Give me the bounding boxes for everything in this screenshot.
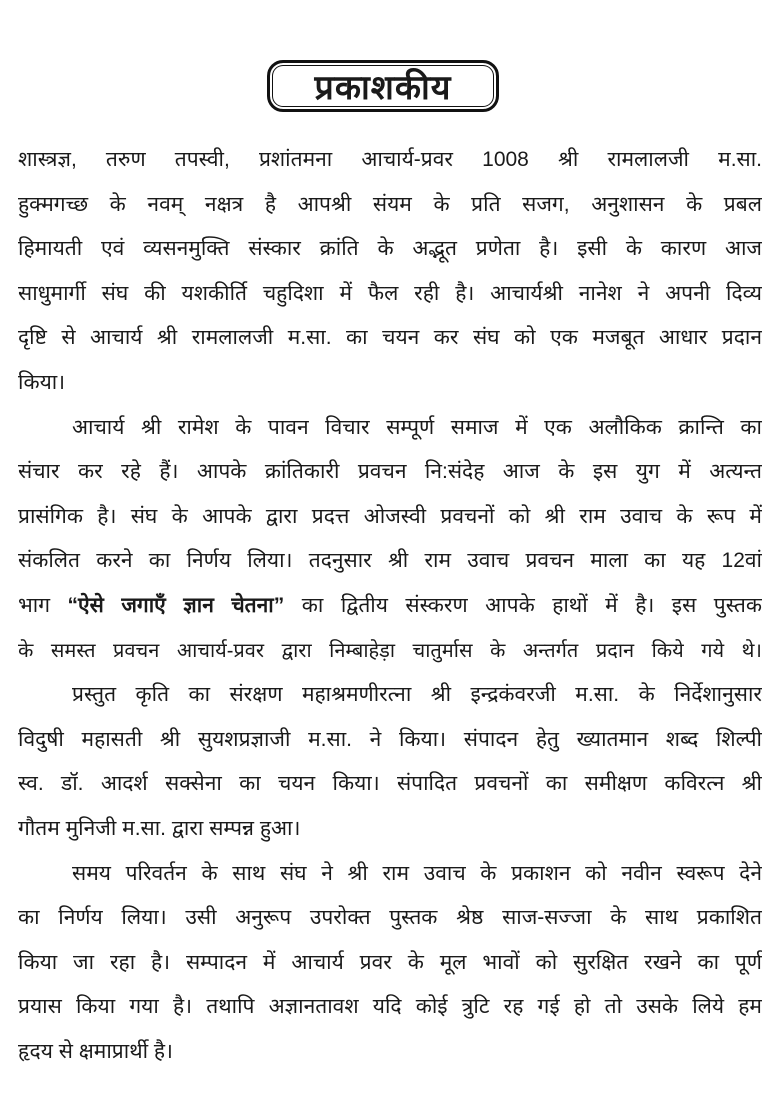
paragraph-1 <box>18 138 762 406</box>
text-line: दृष्टि से आचार्य श्री रामलालजी म.सा. का चयन कर संघ को एक मजबूत आधार प्रदान <box>18 326 762 350</box>
text-line: स्व. डॉ. आदर्श सक्सेना का चयन किया। संपादित प्रवचनों का समीक्षण कविरत्न श्री <box>18 772 762 796</box>
text-line: हुक्मगच्छ के नवम् नक्षत्र है आपश्री संयम के प्रति सजग, अनुशासन के प्रबल <box>18 192 762 216</box>
page-title-box <box>267 60 499 112</box>
text-line: विदुषी महासती श्री सुयशप्रज्ञाजी म.सा. ने किया। संपादन हेतु ख्यातमान शब्द शिल्पी <box>18 727 762 751</box>
document-body <box>18 138 762 1074</box>
text-line <box>18 584 762 629</box>
paragraph-3 <box>18 673 762 851</box>
text-line: संकलित करने का निर्णय लिया। तदनुसार श्री राम उवाच प्रवचन माला का यह 12वां <box>18 549 762 573</box>
text-line: प्रासंगिक है। संघ के आपके द्वारा प्रदत्त ओजस्वी प्रवचनों को श्री राम उवाच के रूप में <box>18 504 762 528</box>
text-line: किया। <box>18 370 66 394</box>
text-line: साधुमार्गी संघ की यशकीर्ति चहुदिशा में फैल रही है। आचार्यश्री नानेश ने अपनी दिव्य <box>18 281 762 305</box>
text-line: प्रस्तुत कृति का संरक्षण महाश्रमणीरत्ना श्री इन्द्रकंवरजी म.सा. के निर्देशानुसार <box>72 683 762 707</box>
text-line: संचार कर रहे हैं। आपके क्रांतिकारी प्रवचन नि:संदेह आज के इस युग में अत्यन्त <box>18 460 762 484</box>
paragraph-2 <box>18 406 762 674</box>
text-line: हिमायती एवं व्यसनमुक्ति संस्कार क्रांति के अद्भूत प्रणेता है। इसी के कारण आज <box>18 237 762 261</box>
book-title: “ऐसे जगाएँ ज्ञान चेतना” <box>67 593 285 617</box>
text-line: समय परिवर्तन के साथ संघ ने श्री राम उवाच के प्रकाशन को नवीन स्वरूप देने <box>72 861 762 885</box>
text-line: गौतम मुनिजी म.सा. द्वारा सम्पन्न हुआ। <box>18 816 301 840</box>
text-line: का निर्णय लिया। उसी अनुरूप उपरोक्त पुस्तक श्रेष्ठ साज-सज्जा के साथ प्रकाशित <box>18 906 762 930</box>
text-line: प्रयास किया गया है। तथापि अज्ञानतावश यदि कोई त्रुटि रह गई हो तो उसके लिये हम <box>18 995 762 1019</box>
page-title: प्रकाशकीय <box>314 69 452 107</box>
text-line: शास्त्रज्ञ, तरुण तपस्वी, प्रशांतमना आचार्य-प्रवर 1008 श्री रामलालजी म.सा. <box>18 148 762 171</box>
text-line: हृदय से क्षमाप्रार्थी है। <box>18 1039 173 1063</box>
text-segment: का द्वितीय संस्करण आपके हाथों में है। इस पुस्तक <box>284 593 762 617</box>
paragraph-4 <box>18 852 762 1075</box>
text-line: किया जा रहा है। सम्पादन में आचार्य प्रवर के मूल भावों को सुरक्षित रखने का पूर्ण <box>18 950 762 974</box>
text-line: आचार्य श्री रामेश के पावन विचार सम्पूर्ण समाज में एक अलौकिक क्रान्ति का <box>72 415 762 439</box>
text-segment: भाग <box>18 593 68 617</box>
text-line: के समस्त प्रवचन आचार्य-प्रवर द्वारा निम्बाहेड़ा चातुर्मास के अन्तर्गत प्रदान किये गये थे। <box>18 639 762 662</box>
